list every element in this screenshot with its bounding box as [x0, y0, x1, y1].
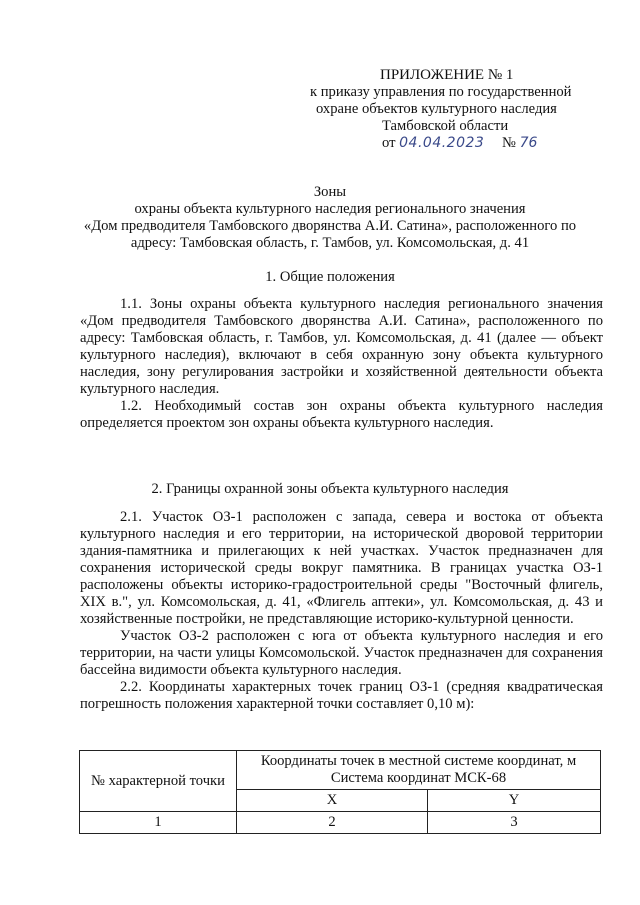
title-line-3: «Дом предводителя Тамбовского дворянства А.И. Сатина», расположенного по — [83, 218, 577, 234]
table-row — [80, 812, 601, 834]
paragraph-1-1: 1.1. Зоны охраны объекта культурного наследия регионального значения «Дом предводителя Тамбовского дворянства А.И. Сатина», расположенного по адресу: Тамбовская область, г. Тамбов, ул. Комсомольская, д. 41 (далее — объект культурного наследия), включают в себя охранную зону объекта культурного наследия, зону регулирования застройки и хозяйственной деятельности объекта культурного наследия. — [80, 296, 603, 397]
annex-from-label: от — [382, 135, 396, 151]
header-y: Y — [428, 790, 601, 812]
handwritten-date: 04.04.2023 — [399, 135, 485, 151]
header-coordinates-group — [237, 751, 601, 790]
title-line-4: адресу: Тамбовская область, г. Тамбов, ул. Комсомольская, д. 41 — [130, 235, 530, 251]
paragraph-2-2: 2.2. Координаты характерных точек границ ОЗ-1 (средняя квадратическая погрешность положения характерной точки составляет 0,10 м): — [80, 679, 603, 712]
coordinates-table — [79, 750, 601, 834]
header-coordinates-line-2: Система координат МСК-68 — [330, 770, 507, 786]
table-header-row — [80, 751, 601, 790]
annex-line-2: охране объектов культурного наследия — [316, 101, 557, 117]
cell-y: 3 — [428, 812, 601, 834]
annex-title: ПРИЛОЖЕНИЕ № 1 — [380, 67, 514, 83]
section-1-body — [80, 296, 603, 432]
header-coordinates-line-1: Координаты точек в местной системе координат, м — [260, 753, 577, 769]
annex-date-line — [310, 135, 610, 152]
annex-line-1: к приказу управления по государственной — [310, 84, 572, 100]
cell-x: 2 — [237, 812, 428, 834]
header-x: X — [237, 790, 428, 812]
annex-number-label: № — [501, 135, 516, 151]
section-2-body — [80, 509, 603, 713]
cell-point-number: 1 — [80, 812, 237, 834]
title-line-2: охраны объекта культурного наследия регионального значения — [134, 201, 526, 217]
paragraph-1-2: 1.2. Необходимый состав зон охраны объекта культурного наследия определяется проектом зон охраны объекта культурного наследия. — [80, 398, 603, 431]
title-line-1: Зоны — [313, 184, 347, 200]
handwritten-number: 76 — [519, 135, 538, 151]
section-1-heading: 1. Общие положения — [265, 269, 395, 285]
paragraph-2-1b: Участок ОЗ-2 расположен с юга от объекта культурного наследия и его территории, на части улицы Комсомольской. Участок предназначен для сохранения бассейна видимости объекта культурного наследия. — [80, 628, 603, 678]
annex-header — [310, 67, 610, 152]
header-point-number: № характерной точки — [80, 751, 237, 812]
section-2-heading: 2. Границы охранной зоны объекта культурного наследия — [151, 481, 509, 497]
annex-line-3: Тамбовской области — [382, 118, 509, 134]
document-title — [70, 184, 590, 252]
paragraph-2-1: 2.1. Участок ОЗ-1 расположен с запада, севера и востока от объекта культурного наследия и его территории, на исторической дворовой территории здания-памятника и прилегающих к ней участках. Участок предназначен для сохранения исторической среды вокруг памятника. В границах участка ОЗ-1 расположены объекты историко-градостроительной среды "Восточный флигель, XIX в.", ул. Комсомольская, д. 41, «Флигель аптеки», ул. Комсомольская, д. 43 и хозяйственные постройки, не представляющие историко-культурной ценности. — [80, 509, 603, 627]
